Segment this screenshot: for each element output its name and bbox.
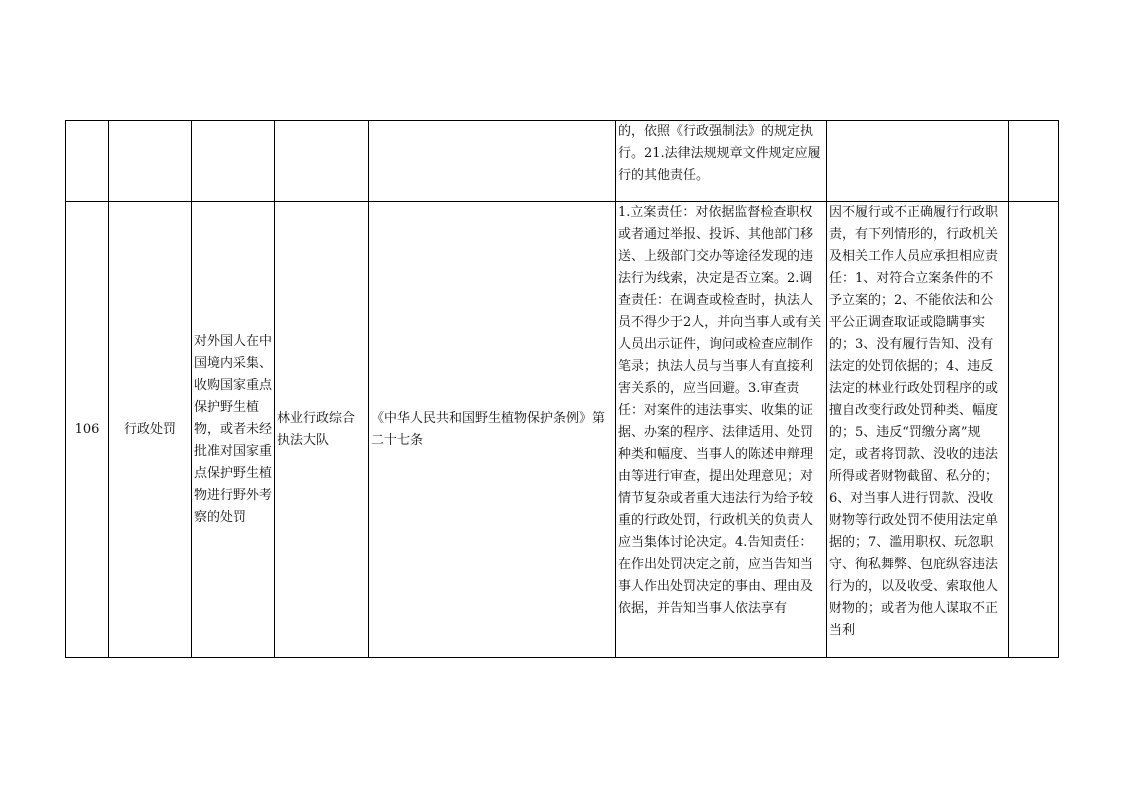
accountability-text: 因不履行或不正确履行行政职责，有下列情形的，行政机关及相关工作人员应承担相应责任：1、对符合立案条件的不予立案的；2、不能依法和公平公正调查取证或隐瞒事实的；3、没有履行告知、没有法定的处罚依据的；4、违反法定的林业行政处罚程序的或擅自改变行政处罚种类、幅度的；5、违反“罚缴分离”规定，或者将罚款、没收的违法所得或者财物截留、私分的；6、对当事人进行罚款、没收财物等行政处罚不使用法定单据的；7、滥用职权、玩忽职守、徇私舞弊、包庇纵容违法行为的，以及收受、索取他人财物的；或者为他人谋取不正当利 — [829, 205, 999, 638]
cell-item — [192, 121, 275, 202]
cell-accountability — [827, 202, 1009, 658]
item-agency: 林业行政综合执法大队 — [277, 410, 356, 448]
table-row — [66, 121, 1059, 202]
item-name: 对外国人在中国境内采集、收购国家重点保护野生植物，或者未经批准对国家重点保护野生植物进行野外考察的处罚 — [194, 333, 273, 525]
cell-agency — [275, 202, 369, 658]
responsibility-text: 的，依照《行政强制法》的规定执行。21.法律法规规章文件规定应履行的其他责任。 — [618, 124, 821, 183]
table-row — [66, 202, 1059, 658]
cell-remarks — [1009, 202, 1059, 658]
item-category: 行政处罚 — [123, 421, 176, 437]
cell-responsibility — [616, 202, 827, 658]
cell-remarks — [1009, 121, 1059, 202]
item-basis: 《中华人民共和国野生植物保护条例》第二十七条 — [371, 410, 606, 448]
cell-number — [66, 121, 109, 202]
item-number: 106 — [74, 421, 100, 437]
cell-category — [109, 121, 192, 202]
cell-basis — [369, 202, 616, 658]
cell-accountability — [827, 121, 1009, 202]
responsibility-text: 1.立案责任：对依据监督检查职权或者通过举报、投诉、其他部门移送、上级部门交办等途径发现的违法行为线索，决定是否立案。2.调查责任：在调查或检查时，执法人员不得少于2人，并向当事人或有关人员出示证件，询问或检查应制作笔录；执法人员与当事人有直接利害关系的，应当回避。3.审查责任：对案件的违法事实、收集的证据、办案的程序、法律适用、处罚种类和幅度、当事人的陈述申辩理由等进行审查，提出处理意见；对情节复杂或者重大违法行为给予较重的行政处罚，行政机关的负责人应当集体讨论决定。4.告知责任：在作出处罚决定之前，应当告知当事人作出处罚决定的事由、理由及依据，并告知当事人依法享有 — [618, 205, 822, 616]
cell-agency — [275, 121, 369, 202]
cell-number — [66, 202, 109, 658]
cell-item — [192, 202, 275, 658]
cell-category — [109, 202, 192, 658]
cell-basis — [369, 121, 616, 202]
responsibility-table — [65, 120, 1059, 658]
cell-responsibility — [616, 121, 827, 202]
